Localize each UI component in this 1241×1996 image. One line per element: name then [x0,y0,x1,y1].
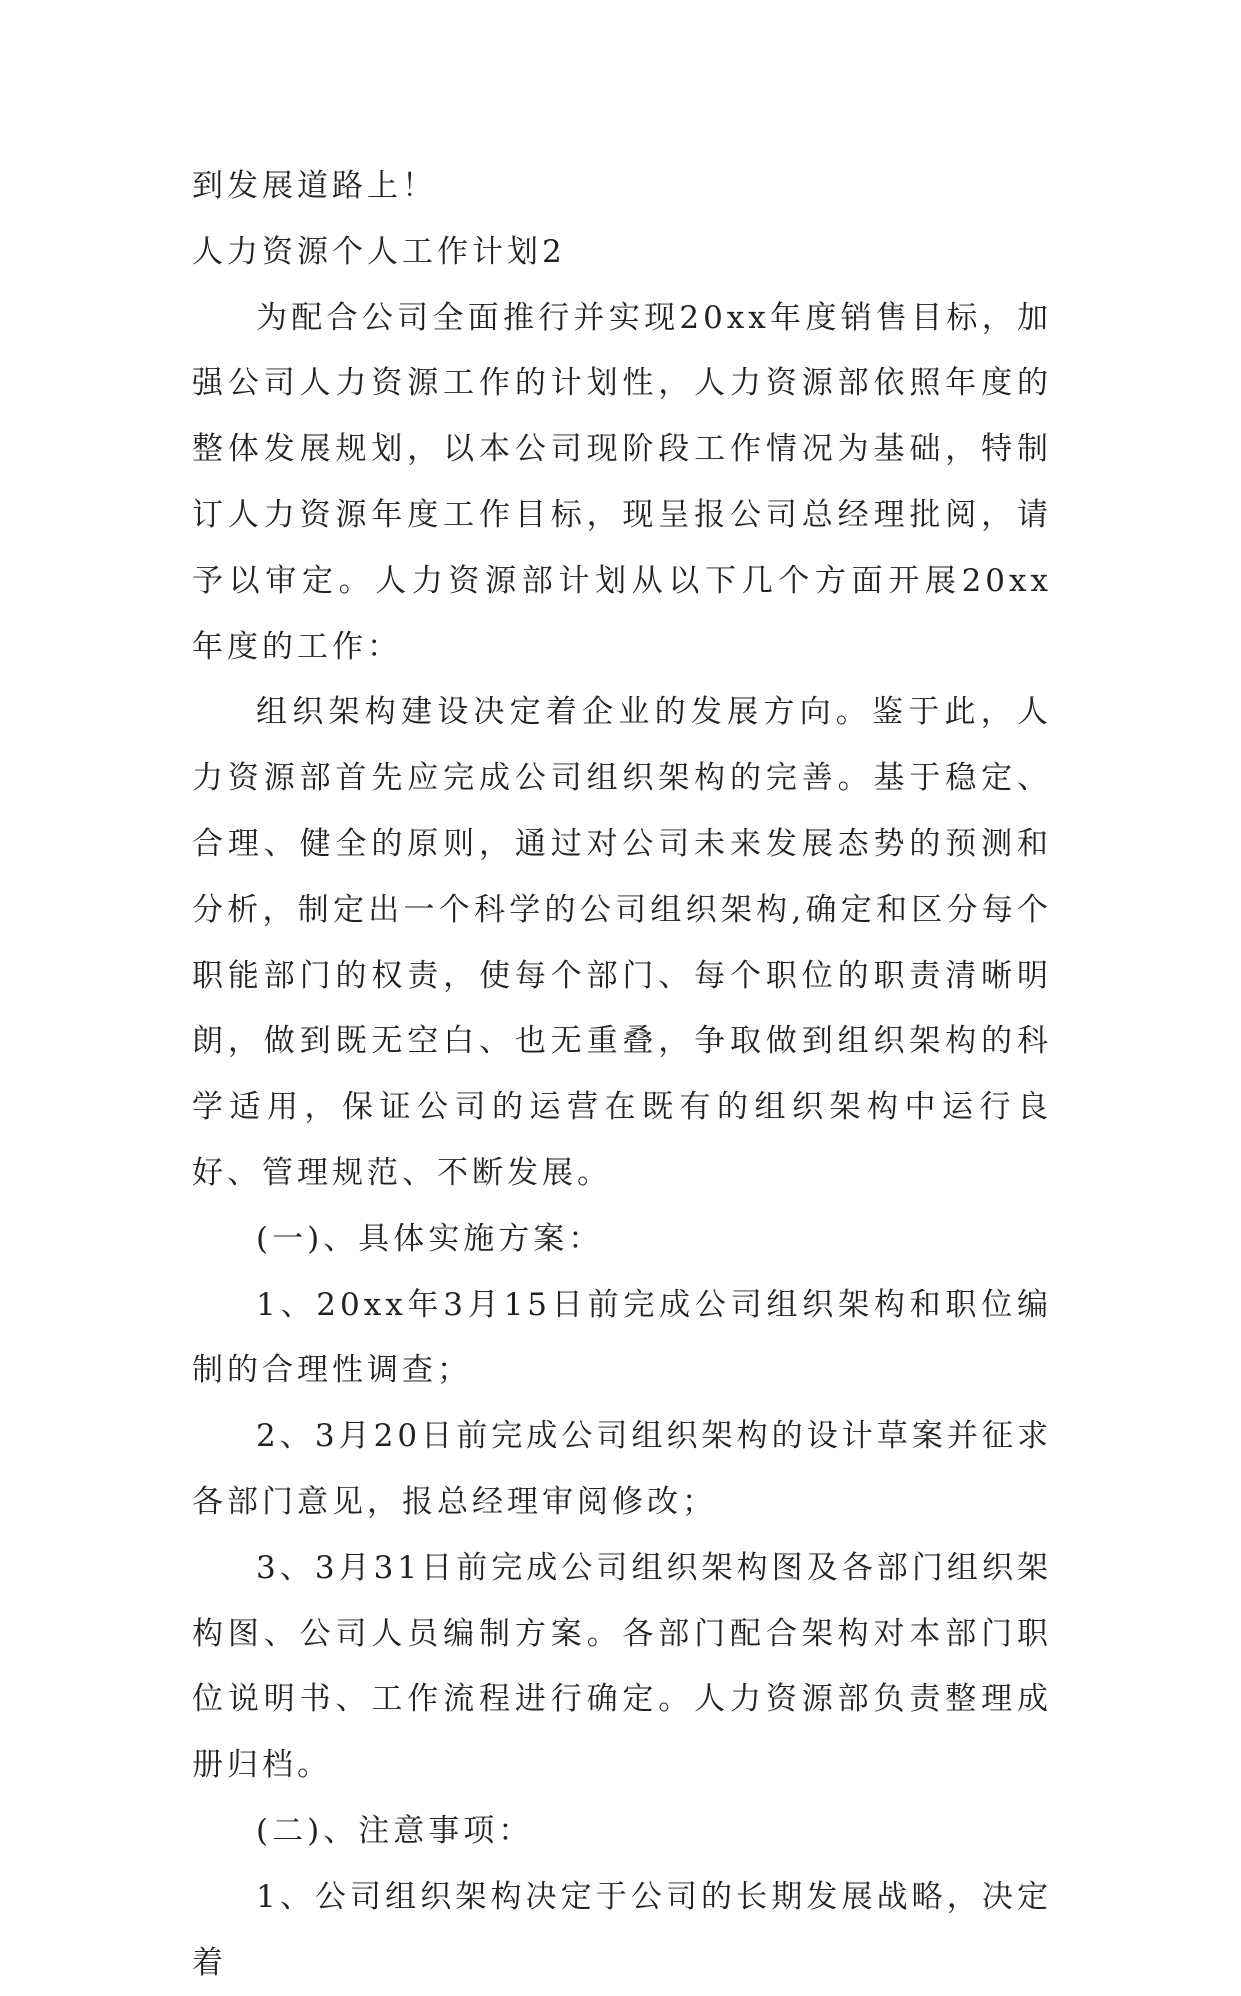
section-heading: 人力资源个人工作计划2 [192,233,566,270]
subsection-heading-notes: (二)、注意事项： [256,1812,534,1849]
org-structure-paragraph: 组织架构建设决定着企业的发展方向。鉴于此，人力资源部首先应完成公司组织架构的完善。基于稳定、合理、健全的原则，通过对公司未来发展态势的预测和分析，制定出一个科学的公司组织架构,确定和区分每个职能部门的权责，使每个部门、每个职位的职责清晰明朗，做到既无空白、也无重叠，争取做到组织架构的科学适用，保证公司的运营在既有的组织架构中运行良好、管理规范、不断发展。 [192,694,1052,1191]
intro-paragraph: 为配合公司全面推行并实现20xx年度销售目标，加强公司人力资源工作的计划性，人力资源部依照年度的整体发展规划，以本公司现阶段工作情况为基础，特制订人力资源年度工作目标，现呈报公司总经理批阅，请予以审定。人力资源部计划从以下几个方面开展20xx年度的工作： [192,299,1052,665]
list-item: 1、20xx年3月15日前完成公司组织架构和职位编制的合理性调查； [192,1286,1052,1389]
list-item: 3、3月31日前完成公司组织架构图及各部门组织架构图、公司人员编制方案。各部门配合架构对本部门职位说明书、工作流程进行确定。人力资源部负责整理成册归档。 [192,1549,1052,1784]
list-item: 2、3月20日前完成公司组织架构的设计草案并征求各部门意见，报总经理审阅修改； [192,1418,1052,1520]
continued-sentence: 到发展道路上！ [192,168,437,204]
document-body [192,154,1052,1996]
subsection-heading-implementation: (一)、具体实施方案： [256,1220,604,1257]
list-item: 1、公司组织架构决定于公司的长期发展战略，决定着 [192,1878,1052,1981]
